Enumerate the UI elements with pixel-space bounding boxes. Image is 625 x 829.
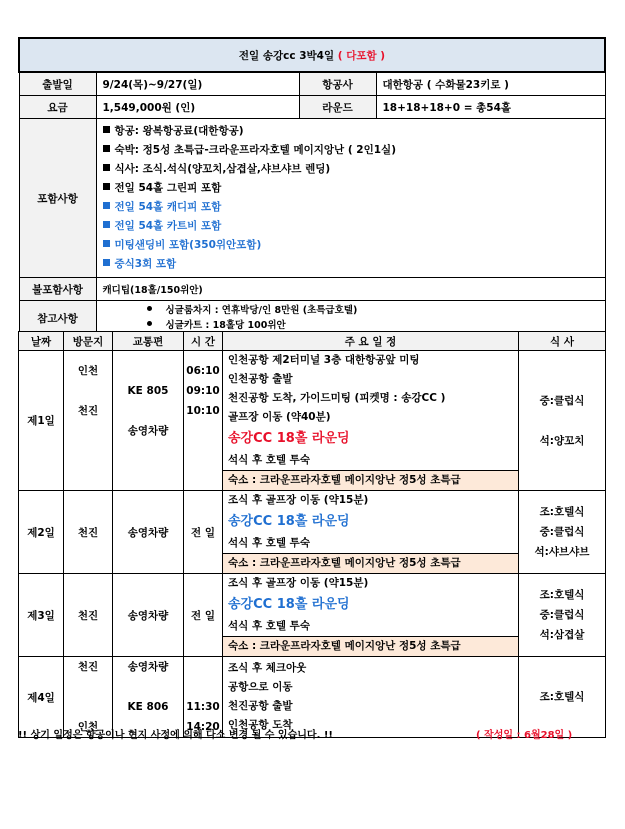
list-item: 식사: 조식.석식(양꼬치,삼겹살,샤브샤브 렌딩) [103,160,599,179]
hotel-info: 숙소 : 크라운프라자호텔 메이지앙난 정5성 초특급 [223,636,518,656]
ref-label: 참고사항 [19,301,96,336]
airline-value: 대한항공 ( 수화물23키로 ) [376,72,605,96]
day1-schedule: 인천공항 제2터미널 3층 대한항공앞 미팅 인천공항 출발 천진공항 도착, 가이드미팅 (피켓명 : 송강CC ) 골프장 이동 (약40분) 송강CC 18홀 라운딩 석식 후 호텔 투숙 숙소 : 크라운프라자호텔 메이지앙난 정5성 초특급 [223,351,519,491]
day4-times: 11:30 14:20 [184,657,223,738]
day1-meals: 중:클럽식 석:양꼬치 [519,351,606,491]
header-place: 방문지 [64,332,113,351]
page-title [19,38,605,72]
day3-transport: 송영차량 [113,574,184,657]
day4-meals: 조:호텔식 [519,657,606,738]
day4-schedule: 조식 후 체크아웃 공항으로 이동 천진공항 출발 인천공항 도착 [223,657,519,738]
table-row [19,491,606,574]
list-item: 중식3회 포함 [103,255,599,274]
list-item: 전일 54홀 그린피 포함 [103,179,599,198]
header-date: 날짜 [19,332,64,351]
day1-transport: KE 805 송영차량 [113,351,184,491]
list-item: 숙박: 정5성 초특급-크라운프라자호텔 메이지앙난 ( 2인1실) [103,141,599,160]
day1-places: 인천 천진 [64,351,113,491]
day3-schedule: 조식 후 골프장 이동 (약15분) 송강CC 18홀 라운딩 석식 후 호텔 투숙 숙소 : 크라운프라자호텔 메이지앙난 정5성 초특급 [223,574,519,657]
list-item: 싱글룸차지 : 연휴박당/인 8만원 (초특급호텔) [97,303,605,318]
exclude-label: 불포함사항 [19,278,96,301]
depart-value: 9/24(목)~9/27(일) [96,72,299,96]
depart-label: 출발일 [19,72,96,96]
hotel-info: 숙소 : 크라운프라자호텔 메이지앙난 정5성 초특급 [223,553,518,573]
golf-round: 송강CC 18홀 라운딩 [228,514,350,529]
written-date: ( 작성일 : 6월28일 ) [476,730,573,741]
day-label: 제2일 [19,491,64,574]
day-label: 제1일 [19,351,64,491]
list-item: 항공: 왕복항공료(대한항공) [103,122,599,141]
summary-table [18,37,606,336]
day2-schedule: 조식 후 골프장 이동 (약15분) 송강CC 18홀 라운딩 석식 후 호텔 투숙 숙소 : 크라운프라자호텔 메이지앙난 정5성 초특급 [223,491,519,574]
price-label: 요금 [19,96,96,119]
include-label: 포함사항 [19,119,96,278]
day3-time: 전 일 [184,574,223,657]
day2-transport: 송영차량 [113,491,184,574]
round-label: 라운드 [299,96,376,119]
day-label: 제4일 [19,657,64,738]
day2-meals: 조:호텔식 중:클럽식 석:샤브샤브 [519,491,606,574]
schedule-table [18,331,606,738]
day-label: 제3일 [19,574,64,657]
day2-time: 전 일 [184,491,223,574]
header-meal: 식 사 [519,332,606,351]
golf-round: 송강CC 18홀 라운딩 [228,597,350,612]
table-row [19,351,606,491]
golf-round: 송강CC 18홀 라운딩 [228,431,350,446]
list-item: 전일 54홀 캐디피 포함 [103,198,599,217]
list-item: 전일 54홀 카트비 포함 [103,217,599,236]
header-time: 시 간 [184,332,223,351]
header-transport: 교통편 [113,332,184,351]
day4-transport: 송영차량 KE 806 [113,657,184,738]
footer-note: !! 상기 일정은 항공이나 현지 사정에 의해 다소 변경 될 수 있습니다. !! [18,730,333,741]
day2-place: 천진 [64,491,113,574]
title-text: 전일 송강cc 3박4일 [238,49,335,62]
list-item: 미팅샌딩비 포함(350위안포함) [103,236,599,255]
airline-label: 항공사 [299,72,376,96]
header-schedule: 주 요 일 정 [223,332,519,351]
day4-places: 천진 인천 [64,657,113,738]
day3-meals: 조:호텔식 중:클럽식 석:삼겹살 [519,574,606,657]
round-value: 18+18+18+0 = 총54홀 [376,96,605,119]
list-item: 싱글카트 : 18홀당 100위안 [97,318,605,333]
include-list [96,119,605,278]
hotel-info: 숙소 : 크라운프라자호텔 메이지앙난 정5성 초특급 [223,470,518,490]
exclude-value: 캐디팁(18홀/150위안) [96,278,605,301]
price-value: 1,549,000원 (인) [96,96,299,119]
title-highlight: ( 다포함 ) [337,49,386,62]
day3-place: 천진 [64,574,113,657]
table-row [19,574,606,657]
day1-times: 06:10 09:10 10:10 [184,351,223,491]
